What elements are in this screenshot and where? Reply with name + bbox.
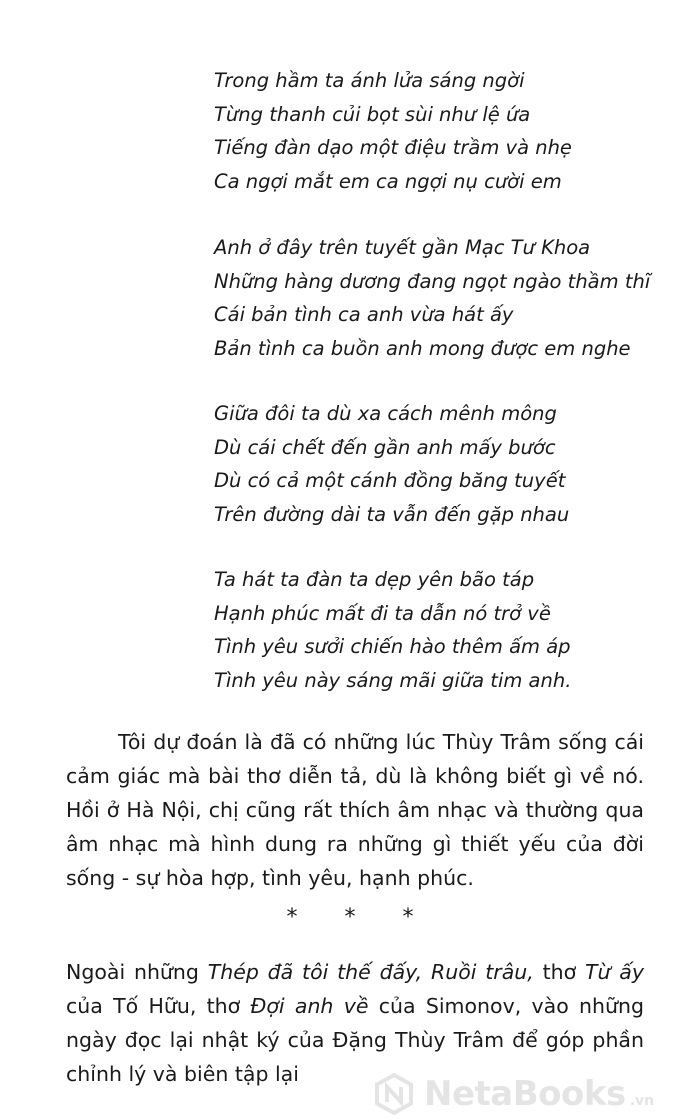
watermark-suffix: .vn — [629, 1093, 655, 1109]
text-run: của Tố Hữu, thơ — [66, 994, 251, 1018]
poem-line: Dù có cả một cánh đồng băng tuyết — [214, 469, 566, 492]
poem-line: Giữa đôi ta dù xa cách mênh mông — [214, 402, 557, 425]
section-separator — [0, 905, 700, 930]
watermark-brand: NetaBooks — [424, 1074, 626, 1114]
stanza-4 — [214, 563, 654, 697]
poem-line: Tình yêu sưởi chiến hào thêm ấm áp — [214, 635, 571, 658]
text-run: của Simonov, vào những ngày đọc lại nhật ký của Đặng Thùy Trâm để góp phần chỉnh lý và biên tập lại — [66, 994, 644, 1086]
italic-title: Thép đã tôi thế đấy, Ruồi trâu, — [207, 960, 534, 984]
poem-line: Những hàng dương đang ngọt ngào thầm thĩ — [214, 269, 651, 293]
poem-line: Ta hát ta đàn ta dẹp yên bão táp — [214, 568, 535, 591]
poem-line: Ca ngợi mắt em ca ngợi nụ cười em — [214, 169, 562, 193]
stanza-1 — [214, 64, 654, 198]
italic-title: Đợi anh về — [250, 994, 369, 1018]
watermark — [372, 1068, 700, 1120]
prose-paragraph-1: Tôi dự đoán là đã có những lúc Thùy Trâm sống cái cảm giác mà bài thơ diễn tả, dù là không biết gì về nó. Hồi ở Hà Nội, chị cũng rất thích âm nhạc và thường qua âm nhạc mà hình dung ra những gì thiết yếu của đời sống - sự hòa hợp, tình yêu, hạnh phúc. — [66, 730, 644, 890]
poem-line: Tiếng đàn dạo một điệu trầm và nhẹ — [214, 136, 572, 159]
n-logo-icon — [372, 1072, 416, 1116]
stanza-2 — [214, 231, 654, 365]
text-run: Ngoài những — [66, 960, 208, 984]
italic-title: Từ ấy — [584, 960, 644, 984]
poem-line: Bản tình ca buồn anh mong được em nghe — [214, 336, 631, 360]
poem-line: Trong hầm ta ánh lửa sáng ngời — [214, 69, 525, 92]
text-run: thơ — [533, 960, 585, 984]
poem-line: Hạnh phúc mất đi ta dẫn nó trở về — [214, 601, 551, 625]
poem-line: Cái bản tình ca anh vừa hát ấy — [214, 303, 514, 326]
poem-line: Từng thanh củi bọt sùi như lệ ứa — [214, 102, 531, 126]
poem-line: Tình yêu này sáng mãi giữa tim anh. — [214, 668, 572, 692]
poem-line: Trên đường dài ta vẫn đến gặp nhau — [214, 502, 570, 526]
separator-asterisks: * * * — [286, 905, 434, 930]
poem-line: Anh ở đây trên tuyết gần Mạc Tư Khoa — [214, 236, 591, 259]
poem-line: Dù cái chết đến gần anh mấy bước — [214, 435, 556, 459]
stanza-3 — [214, 397, 654, 531]
